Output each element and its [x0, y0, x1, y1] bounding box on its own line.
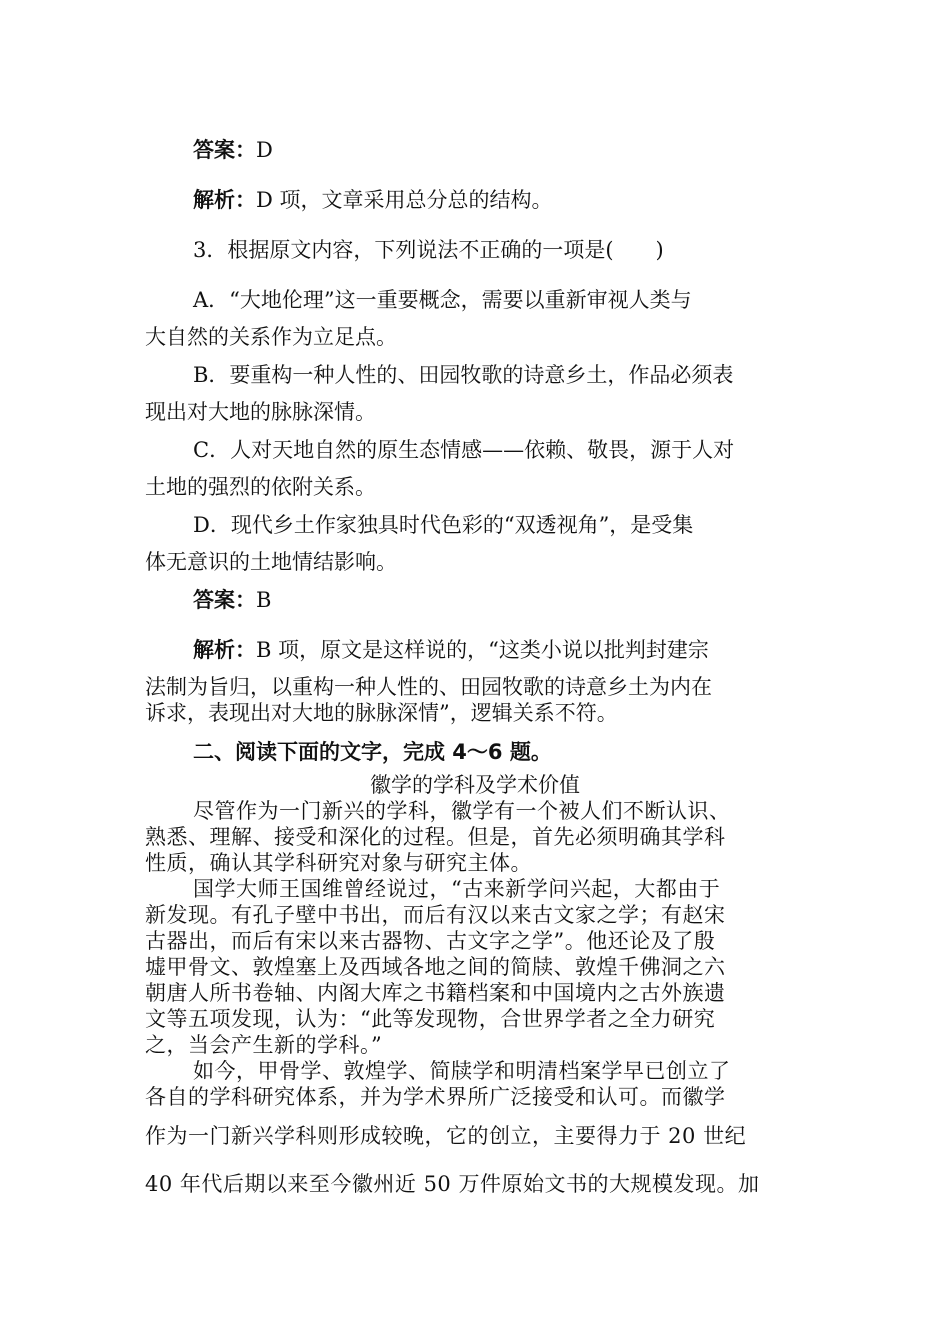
article-p2-line: 朝唐人所书卷轴、内阁大库之书籍档案和中国境内之古外族遗 [145, 981, 726, 1005]
analysis-2 [193, 186, 805, 214]
option-d-line2: 体无意识的土地情结影响。 [145, 550, 397, 574]
analysis-3-line1 [193, 636, 805, 664]
article-p2-line: 古器出，而后有宋以来古器物、古文字之学”。他还论及了殷 [145, 929, 716, 953]
option-d-line1: D．现代乡土作家独具时代色彩的“双透视角”，是受集 [193, 513, 694, 537]
answer-label: 答案： [193, 588, 256, 612]
option-a-line1: A．“大地伦理”这一重要概念，需要以重新审视人类与 [193, 288, 692, 312]
answer-2 [193, 136, 805, 164]
article-p3-line: 作为一门新兴学科则形成较晚，它的创立，主要得力于 20 世纪 [145, 1124, 747, 1148]
option-a-line2: 大自然的关系作为立足点。 [145, 325, 397, 349]
answer-value: D [256, 138, 273, 162]
article-p1-line: 熟悉、理解、接受和深化的过程。但是，首先必须明确其学科 [145, 825, 726, 849]
option-c-line1: C．人对天地自然的原生态情感——依赖、敬畏，源于人对 [193, 438, 735, 462]
question-3-stem: 3．根据原文内容，下列说法不正确的一项是( ) [193, 238, 664, 262]
option-b-line1: B．要重构一种人性的、田园牧歌的诗意乡土，作品必须表 [193, 363, 734, 387]
article-p3-line: 40 年代后期以来至今徽州近 50 万件原始文书的大规模发现。加 [145, 1172, 760, 1196]
section-heading: 二、阅读下面的文字，完成 4～6 题。 [193, 740, 552, 764]
answer-value: B [256, 588, 272, 612]
article-p2-line: 国学大师王国维曾经说过，“古来新学问兴起，大都由于 [193, 877, 721, 901]
article-title: 徽学的学科及学术价值 [370, 773, 580, 797]
article-p3-line: 如今，甲骨学、敦煌学、简牍学和明清档案学早已创立了 [193, 1059, 731, 1083]
analysis-label: 解析： [193, 188, 256, 212]
option-b-line2: 现出对大地的脉脉深情。 [145, 400, 376, 424]
answer-label: 答案： [193, 138, 256, 162]
option-c-line2: 土地的强烈的依附关系。 [145, 475, 376, 499]
analysis-3-line2: 法制为旨归，以重构一种人性的、田园牧歌的诗意乡土为内在 [145, 675, 712, 699]
article-p2-line: 之，当会产生新的学科。” [145, 1033, 383, 1057]
article-p2-line: 文等五项发现，认为：“此等发现物，合世界学者之全力研究 [145, 1007, 716, 1031]
analysis-text: D 项，文章采用总分总的结构。 [256, 188, 553, 212]
analysis-label: 解析： [193, 638, 256, 662]
article-p1-line: 性质，确认其学科研究对象与研究主体。 [145, 851, 532, 875]
article-p1-line: 尽管作为一门新兴的学科，徽学有一个被人们不断认识、 [193, 799, 731, 823]
analysis-text: B 项，原文是这样说的，“这类小说以批判封建宗 [256, 638, 709, 662]
analysis-3-line3: 诉求，表现出对大地的脉脉深情”，逻辑关系不符。 [145, 701, 618, 725]
answer-3 [193, 586, 805, 614]
article-p2-line: 墟甲骨文、敦煌塞上及西域各地之间的简牍、敦煌千佛洞之六 [145, 955, 726, 979]
article-p2-line: 新发现。有孔子壁中书出，而后有汉以来古文家之学；有赵宋 [145, 903, 726, 927]
article-p3-line: 各自的学科研究体系，并为学术界所广泛接受和认可。而徽学 [145, 1085, 726, 1109]
